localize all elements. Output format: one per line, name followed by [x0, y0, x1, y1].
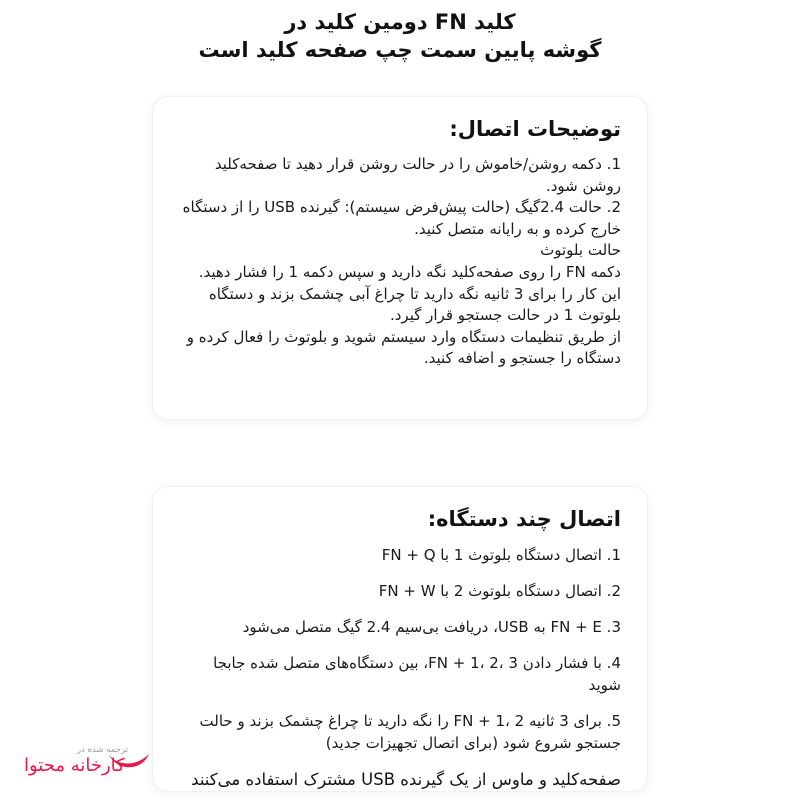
multi-device-item-4: 4. با فشار دادن FN + 1، 2، 3، بین دستگاه‌های متصل شده جابجا شوید [213, 654, 621, 694]
connection-step-2: 2. حالت 2.4گیگ (حالت پیش‌فرض سیستم): گیرنده USB را از دستگاه خارج کرده و به رایانه متصل کنید. [182, 198, 621, 238]
multi-device-item-1: 1. اتصال دستگاه بلوتوث 1 با FN + Q [381, 546, 621, 564]
page-title [0, 8, 800, 64]
bluetooth-mode-label: حالت بلوتوث [540, 241, 621, 260]
page-title-line1: کلید FN دومین کلید در [284, 10, 516, 34]
multi-device-item-5: 5. برای 3 ثانیه FN + 1، 2 را نگه دارید تا چراغ چشمک بزند و حالت جستجو شروع شود (برای اتصال تجهیزات جدید) [199, 712, 621, 752]
bluetooth-settings-instruction: از طریق تنظیمات دستگاه وارد سیستم شوید و بلوتوث را فعال کرده و دستگاه را جستجو و اضافه کنید. [186, 327, 621, 368]
connection-details-heading: توضیحات اتصال: [449, 117, 621, 141]
connection-details-card [152, 96, 648, 420]
logo-brand-name: کارخانه محتوا [24, 755, 125, 776]
page-title-line2: گوشه پایین سمت چپ صفحه کلید است [198, 38, 602, 62]
logo-tagline: ترجمه شده در [77, 745, 129, 755]
smile-swoosh-shape [109, 754, 149, 767]
shared-usb-receiver-note: صفحه‌کلید و ماوس از یک گیرنده USB مشترک استفاده می‌کنند [191, 770, 621, 789]
multi-device-card [152, 486, 648, 792]
connection-step-1: 1. دکمه روشن/خاموش را در حالت روشن قرار دهید تا صفحه‌کلید روشن شود. [214, 155, 621, 195]
multi-device-heading: اتصال چند دستگاه: [427, 507, 621, 531]
multi-device-item-3: 3. FN + E به USB، دریافت بی‌سیم 2.4 گیگ متصل می‌شود [242, 618, 621, 636]
multi-device-item-2: 2. اتصال دستگاه بلوتوث 2 با FN + W [378, 582, 621, 600]
content-factory-logo [24, 742, 184, 788]
bluetooth-pairing-instruction: دکمه FN را روی صفحه‌کلید نگه دارید و سپس دکمه 1 را فشار دهید. این کار را برای 3 ثانیه نگه دارید تا چراغ آبی چشمک بزند و دستگاه بلوتوث 1 در حالت جستجو قرار گیرد. [198, 262, 621, 325]
smile-swoosh-icon [108, 751, 150, 773]
